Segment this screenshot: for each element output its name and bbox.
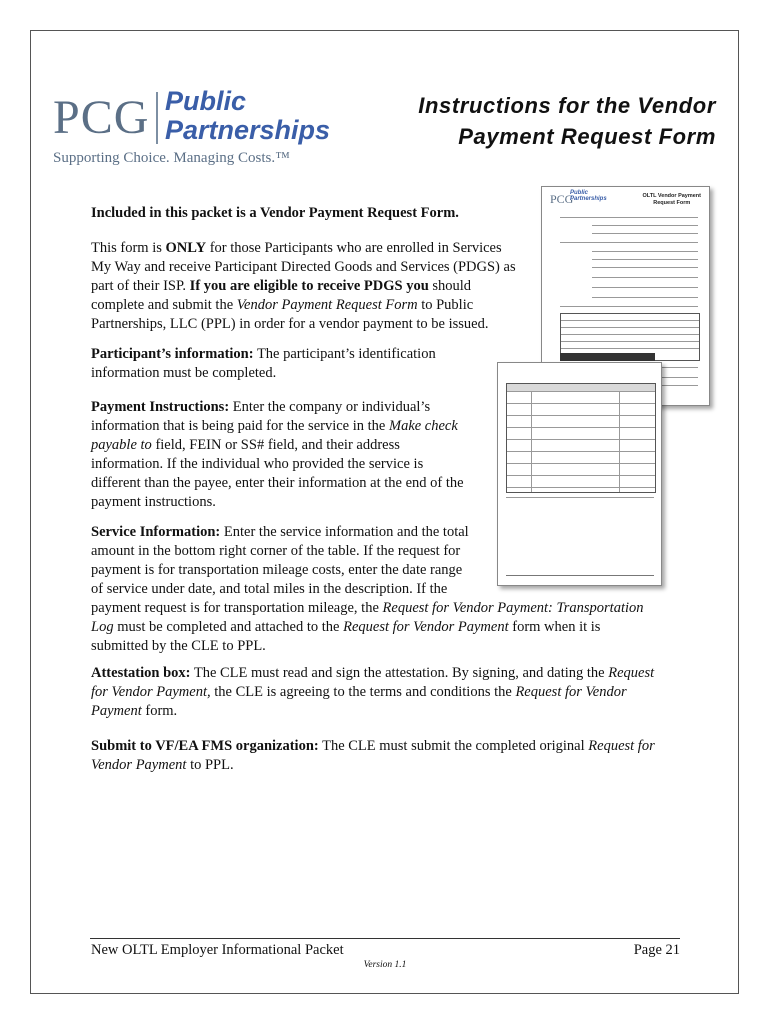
payment-instructions-heading: Payment Instructions: — [91, 399, 230, 415]
service-info-paragraph: Service Information: Enter the service information and the total amount in the bottom right corner of the table. If the request for payment is for transportation mileage costs, enter the date range of service under date, and total miles in the description. If the payment request is for transportation mileage, the Request for Vendor Payment: Transportation Log must be completed and attached to the Request for Vendor Payment form when it is submitted by the CLE to PPL. — [91, 524, 644, 654]
thumb-rule — [660, 377, 698, 378]
thumb-rule — [592, 287, 698, 288]
pcg-public-partnerships-logo — [53, 84, 331, 174]
thumb-total-bar — [560, 353, 655, 361]
thumb-logo-partnerships: Public Partnerships — [570, 190, 607, 202]
footer-rule — [90, 938, 680, 939]
thumb-rule — [592, 259, 698, 260]
intro-paragraph — [91, 204, 459, 223]
submit-heading: Submit to VF/EA FMS organization: — [91, 738, 319, 754]
logo-pcg-text: PCG — [53, 91, 150, 144]
thumb-qualification-table — [506, 383, 656, 493]
thumb-rule — [560, 306, 698, 307]
thumb-rule — [660, 385, 698, 386]
service-info-heading: Service Information: — [91, 524, 221, 540]
participant-info-heading: Participant’s information: — [91, 346, 254, 362]
thumb-logo: PCG — [550, 192, 574, 206]
thumb-rule — [560, 242, 698, 243]
thumb-rule — [592, 297, 698, 298]
attestation-paragraph: Attestation box: The CLE must read and sign the attestation. By signing, and dating the Request for Vendor Payment, the CLE is agreeing to the terms and conditions the Request for Vendor Payment form. — [91, 665, 655, 719]
thumb-rule — [592, 233, 698, 234]
page-title-line2: Payment Request Form — [458, 124, 716, 149]
payment-instructions-paragraph: Payment Instructions: Enter the company or individual’s information that is being paid for the service in the Make check payable to field, FEIN or SS# field, and their address information. If the individual who provided the service is different than the payee, enter their information at the end of the payment instructions. — [91, 399, 464, 510]
thumb-rule — [592, 225, 698, 226]
thumb-form-title: OLTL Vendor Payment Request Form — [642, 193, 701, 206]
intro-text: Included in this packet is a Vendor Payment Request Form. — [91, 205, 459, 221]
footer-page-number: Page 21 — [633, 942, 680, 958]
thumb-rule — [560, 217, 698, 218]
footer-packet-name: New OLTL Employer Informational Packet — [91, 942, 344, 958]
logo-partnerships-text: Partnerships — [165, 115, 331, 145]
thumb-rule — [592, 267, 698, 268]
submit-paragraph: Submit to VF/EA FMS organization: The CLE must submit the completed original Request for Vendor Payment to PPL. — [91, 738, 655, 773]
page-title — [418, 90, 716, 152]
participant-info-paragraph: Participant’s information: The participant’s identification information must be completed. — [91, 346, 436, 381]
thumb-rule — [506, 497, 654, 498]
thumb-rule — [592, 277, 698, 278]
eligibility-paragraph: This form is ONLY for those Participants who are enrolled in Services My Way and receive Participant Directed Goods and Services (PDGS) as part of their ISP. If you are eligible to receive PDGS you should complete and submit the Vendor Payment Request Form to Public Partnerships, LLC (PPL) in order for a vendor payment to be issued. — [91, 240, 516, 332]
footer-version: Version 1.1 — [363, 960, 407, 970]
page-title-line1: Instructions for the Vendor — [418, 93, 716, 118]
attestation-heading: Attestation box: — [91, 665, 191, 681]
logo-public-text: Public — [165, 86, 247, 116]
thumb-rule — [592, 251, 698, 252]
logo-tagline: Supporting Choice. Managing Costs.™ — [53, 150, 290, 166]
logo-divider — [156, 92, 158, 144]
